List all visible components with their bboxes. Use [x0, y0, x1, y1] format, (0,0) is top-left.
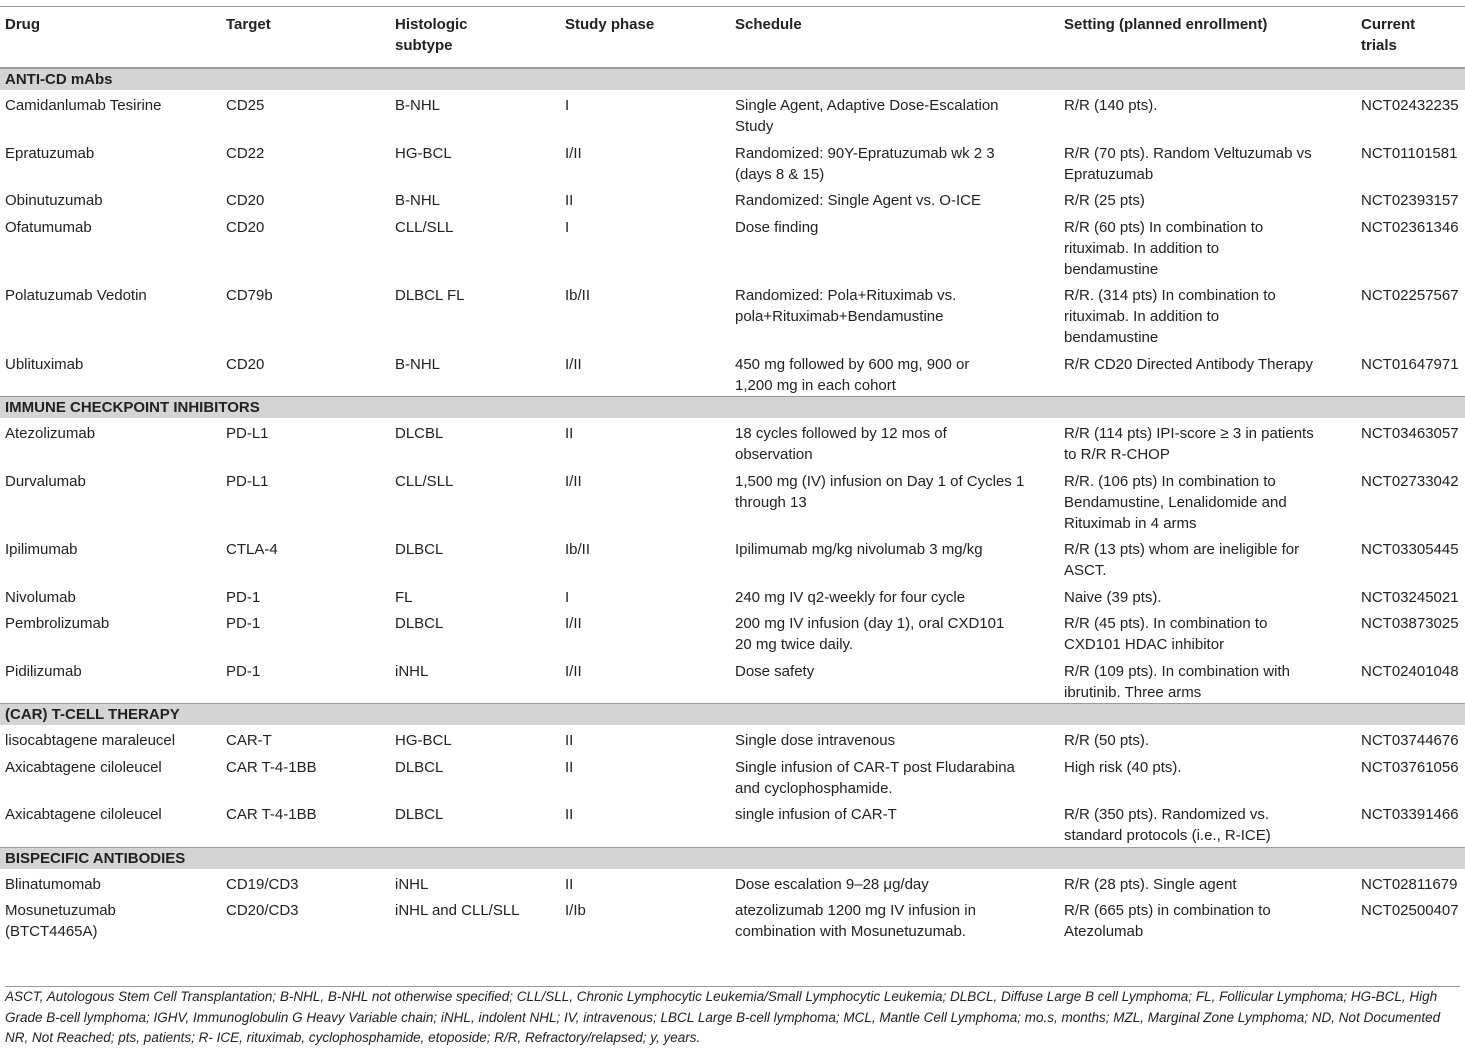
cell-current-trials — [1361, 471, 1459, 492]
cell-drug — [5, 539, 78, 560]
cell-line: DLBCL FL — [395, 287, 465, 304]
cell-line: bendamustine — [1064, 260, 1159, 278]
header-drug: Drug — [5, 16, 40, 33]
cell-line: Blinatumomab — [5, 875, 101, 893]
cell-line: Obinutuzumab — [5, 192, 103, 209]
table-row — [0, 656, 1465, 704]
cell-study-phase — [565, 757, 573, 778]
cell-line: 20 mg twice daily. — [735, 636, 854, 653]
header-histologic-subtype: Histologic subtype — [395, 16, 468, 54]
cell-setting — [1064, 757, 1182, 778]
table-row — [0, 466, 1465, 535]
cell-target — [226, 190, 264, 211]
cell-line: iNHL and CLL/SLL — [395, 902, 520, 919]
cell-schedule — [735, 587, 965, 608]
cell-line: combination with Mosunetuzumab. — [735, 923, 966, 940]
cell-study-phase — [565, 587, 569, 608]
cell-target — [226, 423, 269, 444]
cell-histologic-subtype — [395, 190, 440, 211]
cell-line: I/II — [565, 615, 582, 632]
cell-line: Ib/II — [565, 541, 591, 558]
cell-line: PD-1 — [226, 588, 261, 606]
table-row — [0, 582, 1465, 609]
table-row — [0, 212, 1465, 281]
cell-drug — [5, 354, 83, 375]
cell-line: R/R (60 pts) In combination to — [1064, 218, 1264, 236]
cell-line: NCT03245021 — [1361, 588, 1459, 606]
cell-schedule — [735, 613, 1004, 655]
cell-line: I — [565, 588, 570, 606]
cell-line: Single dose intravenous — [735, 732, 896, 749]
cell-line: NCT02401048 — [1361, 662, 1459, 680]
cell-line: CD22 — [226, 144, 265, 162]
cell-line: Bendamustine, Lenalidomide and — [1064, 493, 1287, 511]
cell-current-trials — [1361, 190, 1459, 211]
cell-line: and cyclophosphamide. — [735, 779, 893, 797]
cell-line: Atezolizumab — [5, 425, 96, 442]
cell-current-trials — [1361, 613, 1459, 634]
cell-line: I/Ib — [565, 902, 586, 919]
cell-line: NCT02257567 — [1361, 287, 1459, 304]
cell-line: CD25 — [226, 97, 265, 114]
cell-schedule — [735, 143, 995, 185]
section-header: IMMUNE CHECKPOINT INHIBITORS — [0, 396, 1465, 418]
cell-setting — [1064, 423, 1314, 465]
cell-line: iNHL — [395, 662, 429, 680]
cell-histologic-subtype — [395, 757, 443, 778]
cell-line: II — [565, 758, 574, 776]
header-current-trials: Current trials — [1361, 16, 1416, 54]
section-header: (CAR) T-CELL THERAPY — [0, 703, 1465, 725]
cell-target — [226, 757, 317, 778]
table-row — [0, 418, 1465, 466]
cell-histologic-subtype — [395, 804, 443, 825]
cell-histologic-subtype — [395, 587, 413, 608]
cell-drug — [5, 900, 116, 942]
cell-drug — [5, 804, 162, 825]
cell-line: Polatuzumab Vedotin — [5, 287, 147, 304]
table-row — [0, 349, 1465, 397]
cell-line: Atezolumab — [1064, 923, 1144, 940]
cell-line: lisocabtagene maraleucel — [5, 732, 176, 749]
cell-line: HG-BCL — [395, 732, 452, 749]
table-row — [0, 752, 1465, 800]
cell-line: R/R (50 pts). — [1064, 732, 1150, 749]
cell-setting — [1064, 661, 1290, 703]
cell-schedule — [735, 471, 1024, 513]
cell-drug — [5, 285, 147, 306]
cell-line: I/II — [565, 662, 582, 680]
cell-histologic-subtype — [395, 613, 443, 634]
footnote-text: ASCT, Autologous Stem Cell Transplantation; B-NHL, B-NHL not otherwise specified; CLL/SLL, Chronic Lymphocytic Leukemia/Small Lymphocytic Leukemia; DLBCL, Diffuse Large B cell Lymphoma; FL, Follicular Lymphoma; HG-BCL, High Grade B-cell lymphoma; IGHV, Immunoglobulin G Heavy Variable chain; iNHL, indolent NHL; IV, intravenous; LBCL Large B-cell lymphoma; MCL, Mantle Cell Lymphoma; mo.s, months; MZL, Marginal Zone Lymphoma; ND, Not Documented NR, Not Reached; pts, patients; R- ICE, rituximab, cyclophosphamide, etoposide; R/R, Refractory/relapsed; y, years. — [5, 989, 1441, 1045]
cell-line: HG-BCL — [395, 144, 452, 162]
cell-current-trials — [1361, 95, 1459, 116]
cell-schedule — [735, 354, 969, 396]
cell-line: NCT01101581 — [1361, 144, 1458, 162]
cell-study-phase — [565, 95, 569, 116]
cell-line: CD20 — [226, 218, 265, 236]
cell-line: CTLA-4 — [226, 541, 278, 558]
cell-line: DLBCL — [395, 541, 444, 558]
table-header — [0, 6, 1465, 68]
cell-line: High risk (40 pts). — [1064, 758, 1182, 776]
cell-line: (days 8 & 15) — [735, 165, 825, 183]
cell-setting — [1064, 730, 1149, 751]
cell-line: iNHL — [395, 875, 429, 893]
header-target: Target — [226, 16, 271, 33]
cell-histologic-subtype — [395, 354, 440, 375]
section-header: ANTI-CD mAbs — [0, 68, 1465, 90]
cell-line: CLL/SLL — [395, 218, 454, 236]
cell-line: to R/R R-CHOP — [1064, 446, 1170, 463]
cell-study-phase — [565, 730, 573, 751]
cell-drug — [5, 730, 175, 751]
cell-line: Ublituximab — [5, 355, 84, 373]
cell-line: (BTCT4465A) — [5, 923, 98, 940]
cell-setting — [1064, 471, 1287, 534]
cell-current-trials — [1361, 143, 1457, 164]
cell-target — [226, 143, 264, 164]
cell-line: Ib/II — [565, 287, 591, 304]
cell-schedule — [735, 661, 814, 682]
cell-line: Randomized: Single Agent vs. O-ICE — [735, 192, 981, 209]
cell-target — [226, 804, 317, 825]
cell-line: NCT02733042 — [1361, 472, 1459, 490]
cell-setting — [1064, 539, 1299, 581]
cell-target — [226, 354, 264, 375]
cell-line: PD-L1 — [226, 425, 269, 442]
table-row — [0, 799, 1465, 847]
cell-drug — [5, 471, 86, 492]
cell-line: R/R (28 pts). Single agent — [1064, 875, 1237, 893]
cell-line: rituximab. In addition to — [1064, 239, 1220, 257]
cell-line: DLBCL — [395, 615, 444, 632]
cell-line: B-NHL — [395, 355, 441, 373]
cell-current-trials — [1361, 804, 1459, 825]
cell-target — [226, 285, 273, 306]
cell-line: Dose escalation 9–28 μg/day — [735, 875, 929, 893]
cell-current-trials — [1361, 874, 1457, 895]
cell-current-trials — [1361, 587, 1459, 608]
cell-line: R/R (13 pts) whom are ineligible for — [1064, 541, 1300, 558]
cell-line: Dose finding — [735, 218, 819, 236]
cell-histologic-subtype — [395, 730, 452, 751]
cell-line: I — [565, 218, 570, 236]
cell-line: R/R (114 pts) IPI-score ≥ 3 in patients — [1064, 425, 1314, 442]
cell-drug — [5, 613, 109, 634]
cell-line: 1,500 mg (IV) infusion on Day 1 of Cycles 1 — [735, 472, 1025, 490]
cell-line: Ipilimumab mg/kg nivolumab 3 mg/kg — [735, 541, 983, 558]
header-schedule: Schedule — [735, 16, 802, 33]
cell-line: DLCBL — [395, 425, 444, 442]
cell-line: Dose safety — [735, 662, 815, 680]
cell-setting — [1064, 354, 1313, 375]
cell-target — [226, 661, 260, 682]
cell-line: Pidilizumab — [5, 662, 82, 680]
cell-histologic-subtype — [395, 471, 453, 492]
cell-line: CXD101 HDAC inhibitor — [1064, 636, 1225, 653]
cell-current-trials — [1361, 217, 1459, 238]
cell-study-phase — [565, 217, 569, 238]
cell-line: R/R (70 pts). Random Veltuzumab vs — [1064, 144, 1312, 162]
cell-line: I — [565, 97, 570, 114]
header-study-phase: Study phase — [565, 16, 655, 33]
cell-line: II — [565, 806, 574, 823]
cell-setting — [1064, 613, 1267, 655]
cell-target — [226, 874, 299, 895]
cell-current-trials — [1361, 730, 1459, 751]
table-row — [0, 608, 1465, 656]
cell-line: rituximab. In addition to — [1064, 308, 1220, 325]
table-row — [0, 90, 1465, 138]
cell-drug — [5, 143, 94, 164]
table-row — [0, 185, 1465, 212]
table-body — [0, 68, 1465, 943]
cell-line: B-NHL — [395, 97, 441, 114]
cell-line: Pembrolizumab — [5, 615, 110, 632]
cell-line: Ipilimumab — [5, 541, 78, 558]
cell-line: DLBCL — [395, 758, 444, 776]
cell-drug — [5, 661, 82, 682]
cell-line: Epratuzumab — [5, 144, 95, 162]
cell-schedule — [735, 539, 983, 560]
cell-line: PD-L1 — [226, 472, 269, 490]
cell-line: NCT03761056 — [1361, 758, 1459, 776]
cell-schedule — [735, 804, 897, 825]
cell-schedule — [735, 900, 976, 942]
cell-current-trials — [1361, 757, 1459, 778]
cell-study-phase — [565, 471, 582, 492]
cell-target — [226, 900, 299, 921]
cell-target — [226, 217, 264, 238]
cell-line: Single Agent, Adaptive Dose-Escalation — [735, 97, 999, 114]
cell-line: ibrutinib. Three arms — [1064, 683, 1202, 701]
cell-line: CAR T-4-1BB — [226, 806, 317, 823]
cell-drug — [5, 95, 161, 116]
cell-study-phase — [565, 354, 582, 375]
cell-schedule — [735, 217, 818, 238]
cell-histologic-subtype — [395, 900, 520, 921]
cell-line: 1,200 mg in each cohort — [735, 376, 896, 394]
cell-line: B-NHL — [395, 192, 441, 209]
cell-histologic-subtype — [395, 539, 443, 560]
cell-line: Axicabtagene ciloleucel — [5, 806, 162, 823]
cell-line: ASCT. — [1064, 562, 1107, 579]
cell-line: Durvalumab — [5, 472, 86, 490]
cell-line: NCT02500407 — [1361, 902, 1459, 919]
cell-line: through 13 — [735, 493, 807, 511]
cell-line: Randomized: 90Y-Epratuzumab wk 2 3 — [735, 144, 995, 162]
cell-line: Epratuzumab — [1064, 165, 1154, 183]
cell-line: 450 mg followed by 600 mg, 900 or — [735, 355, 970, 373]
cell-line: observation — [735, 446, 813, 463]
cell-target — [226, 539, 278, 560]
cell-line: Ofatumumab — [5, 218, 92, 236]
cell-current-trials — [1361, 539, 1459, 560]
table-row — [0, 869, 1465, 896]
cell-histologic-subtype — [395, 423, 443, 444]
cell-current-trials — [1361, 423, 1459, 444]
cell-line: R/R (109 pts). In combination with — [1064, 662, 1290, 680]
cell-study-phase — [565, 190, 573, 211]
cell-study-phase — [565, 539, 590, 560]
cell-schedule — [735, 874, 929, 895]
cell-target — [226, 613, 260, 634]
cell-target — [226, 730, 272, 751]
cell-study-phase — [565, 804, 573, 825]
cell-drug — [5, 587, 76, 608]
cell-line: R/R CD20 Directed Antibody Therapy — [1064, 355, 1314, 373]
cell-line: Randomized: Pola+Rituximab vs. — [735, 287, 957, 304]
cell-line: NCT03463057 — [1361, 425, 1459, 442]
cell-line: R/R. (314 pts) In combination to — [1064, 287, 1276, 304]
cell-line: atezolizumab 1200 mg IV infusion in — [735, 902, 976, 919]
table-row — [0, 895, 1465, 943]
cell-line: bendamustine — [1064, 329, 1159, 346]
trials-table — [0, 6, 1465, 943]
cell-histologic-subtype — [395, 217, 453, 238]
cell-line: R/R. (106 pts) In combination to — [1064, 472, 1276, 490]
cell-schedule — [735, 730, 895, 751]
cell-current-trials — [1361, 900, 1459, 921]
cell-study-phase — [565, 874, 573, 895]
cell-setting — [1064, 285, 1276, 348]
cell-line: CLL/SLL — [395, 472, 454, 490]
cell-line: NCT02432235 — [1361, 97, 1459, 114]
cell-current-trials — [1361, 661, 1459, 682]
cell-line: I/II — [565, 144, 582, 162]
cell-line: PD-1 — [226, 662, 261, 680]
cell-line: NCT02361346 — [1361, 218, 1459, 236]
cell-line: CD20/CD3 — [226, 902, 299, 919]
table-row — [0, 725, 1465, 752]
cell-line: PD-1 — [226, 615, 261, 632]
cell-line: Camidanlumab Tesirine — [5, 97, 162, 114]
cell-histologic-subtype — [395, 143, 452, 164]
cell-line: CD20 — [226, 355, 265, 373]
cell-line: 18 cycles followed by 12 mos of — [735, 425, 947, 442]
cell-drug — [5, 874, 101, 895]
cell-line: Axicabtagene ciloleucel — [5, 758, 162, 776]
cell-line: NCT02393157 — [1361, 192, 1459, 209]
cell-setting — [1064, 95, 1157, 116]
cell-study-phase — [565, 143, 582, 164]
cell-line: 240 mg IV q2-weekly for four cycle — [735, 588, 966, 606]
cell-line: I/II — [565, 472, 582, 490]
cell-setting — [1064, 143, 1312, 185]
cell-current-trials — [1361, 354, 1459, 375]
cell-line: Rituximab in 4 arms — [1064, 514, 1197, 532]
cell-line: CD79b — [226, 287, 273, 304]
cell-line: CAR-T — [226, 732, 272, 749]
cell-schedule — [735, 423, 947, 465]
cell-schedule — [735, 95, 999, 137]
cell-line: II — [565, 192, 574, 209]
table-row — [0, 138, 1465, 186]
cell-histologic-subtype — [395, 874, 428, 895]
cell-line: NCT01647971 — [1361, 355, 1459, 373]
header-setting: Setting (planned enrollment) — [1064, 16, 1268, 33]
cell-line: Study — [735, 118, 774, 135]
cell-line: NCT03391466 — [1361, 806, 1459, 823]
cell-schedule — [735, 190, 981, 211]
cell-line: DLBCL — [395, 806, 444, 823]
cell-line: R/R (45 pts). In combination to — [1064, 615, 1268, 632]
cell-line: Nivolumab — [5, 588, 76, 606]
cell-target — [226, 587, 260, 608]
cell-line: R/R (665 pts) in combination to — [1064, 902, 1271, 919]
cell-setting — [1064, 900, 1271, 942]
cell-study-phase — [565, 423, 573, 444]
cell-histologic-subtype — [395, 285, 464, 306]
cell-line: I/II — [565, 355, 582, 373]
cell-setting — [1064, 190, 1145, 211]
cell-target — [226, 471, 269, 492]
cell-line: pola+Rituximab+Bendamustine — [735, 308, 944, 325]
cell-drug — [5, 757, 162, 778]
cell-line: standard protocols (i.e., R-ICE) — [1064, 827, 1271, 844]
cell-line: CD19/CD3 — [226, 875, 299, 893]
cell-line: R/R (350 pts). Randomized vs. — [1064, 806, 1270, 823]
table-row — [0, 534, 1465, 582]
cell-schedule — [735, 285, 956, 327]
cell-histologic-subtype — [395, 95, 440, 116]
cell-current-trials — [1361, 285, 1459, 306]
cell-line: R/R (140 pts). — [1064, 97, 1158, 114]
cell-line: Naive (39 pts). — [1064, 588, 1162, 606]
cell-line: NCT03305445 — [1361, 541, 1459, 558]
cell-setting — [1064, 217, 1263, 280]
cell-line: R/R (25 pts) — [1064, 192, 1145, 209]
cell-setting — [1064, 587, 1162, 608]
cell-study-phase — [565, 285, 590, 306]
cell-drug — [5, 217, 92, 238]
cell-drug — [5, 423, 95, 444]
cell-study-phase — [565, 661, 582, 682]
cell-line: II — [565, 732, 574, 749]
cell-schedule — [735, 757, 1015, 799]
cell-line: II — [565, 425, 574, 442]
cell-drug — [5, 190, 103, 211]
cell-study-phase — [565, 900, 586, 921]
cell-line: 200 mg IV infusion (day 1), oral CXD101 — [735, 615, 1005, 632]
cell-histologic-subtype — [395, 661, 428, 682]
section-header: BISPECIFIC ANTIBODIES — [0, 847, 1465, 869]
cell-line: CAR T-4-1BB — [226, 758, 317, 776]
cell-setting — [1064, 874, 1237, 895]
cell-line: Mosunetuzumab — [5, 902, 116, 919]
table-row — [0, 280, 1465, 349]
cell-line: CD20 — [226, 192, 265, 209]
cell-study-phase — [565, 613, 582, 634]
cell-target — [226, 95, 264, 116]
cell-line: NCT03873025 — [1361, 615, 1459, 632]
footnote — [5, 986, 1460, 1049]
cell-line: NCT03744676 — [1361, 732, 1459, 749]
cell-line: single infusion of CAR-T — [735, 806, 897, 823]
cell-setting — [1064, 804, 1271, 846]
cell-line: II — [565, 875, 574, 893]
cell-line: Single infusion of CAR-T post Fludarabina — [735, 758, 1015, 776]
cell-line: NCT02811679 — [1361, 875, 1458, 893]
cell-line: FL — [395, 588, 413, 606]
